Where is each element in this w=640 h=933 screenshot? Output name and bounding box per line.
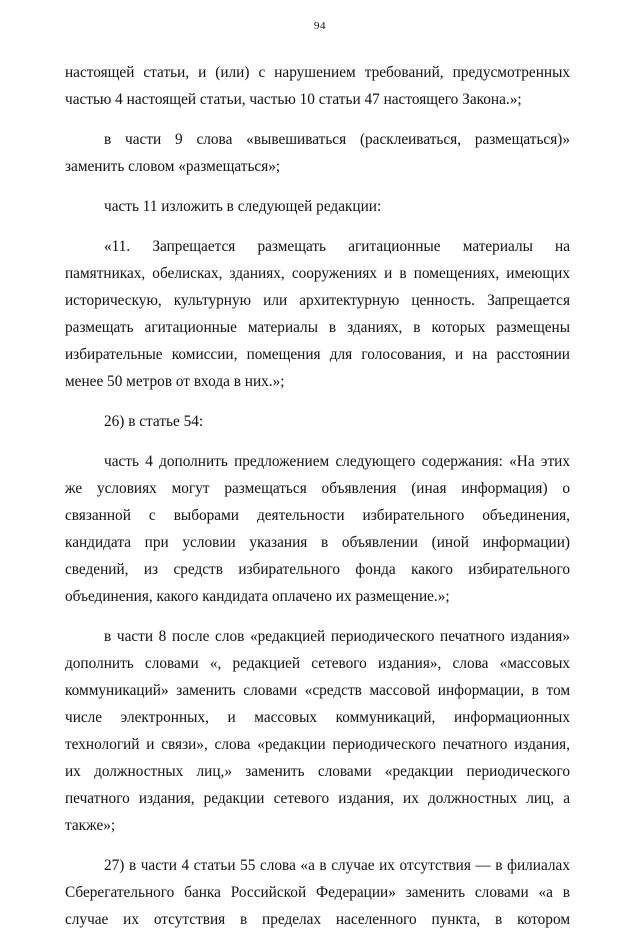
text-line: историческую, культурную или архитектурную ценность. Запрещается [65, 292, 570, 309]
text-line: настоящей статьи, и (или) с нарушением требований, предусмотренных [65, 64, 570, 81]
text-line: часть 4 дополнить предложением следующего содержания: «На этих [104, 453, 570, 470]
text-line: размещать агитационные материалы в зданиях, в которых размещены [65, 319, 570, 336]
text-line: избирательные комиссии, помещения для голосования, и на расстоянии [65, 346, 570, 363]
text-line: «11. Запрещается размещать агитационные материалы на [104, 238, 570, 255]
text-line: сведений, из средств избирательного фонда какого избирательного [65, 561, 570, 578]
text-line: в части 8 после слов «редакцией периодического печатного издания» [104, 628, 570, 645]
paragraph [65, 126, 570, 180]
text-line: кандидата при условии указания в объявлении (иной информации) [65, 534, 570, 551]
paragraph [65, 623, 570, 839]
text-line: объединения, какого кандидата оплачено их размещение.»; [65, 588, 450, 605]
text-line: памятниках, обелисках, зданиях, сооружениях и в помещениях, имеющих [65, 265, 570, 282]
paragraph [65, 852, 570, 933]
text-line: числе электронных, и массовых коммуникаций, информационных [65, 709, 570, 726]
text-line: связанной с выборами деятельности избирательного объединения, [65, 507, 570, 524]
text-line: технологий и связи», слова «редакции периодического печатного издания, [65, 736, 570, 753]
text-line: же условиях могут размещаться объявления (иная информация) о [65, 480, 570, 497]
paragraph-gap [65, 395, 570, 408]
text-line: заменить словом «размещаться»; [65, 158, 281, 175]
paragraph [65, 448, 570, 610]
paragraph [65, 59, 570, 113]
paragraph-gap [65, 610, 570, 623]
text-line: печатного издания, редакции сетевого издания, их должностных лиц, а [65, 790, 570, 807]
text-line: дополнить словами «, редакцией сетевого издания», слова «массовых [65, 655, 570, 672]
text-line: часть 11 изложить в следующей редакции: [104, 198, 382, 215]
paragraph-gap [65, 839, 570, 852]
text-line: их должностных лиц,» заменить словами «редакции периодического [65, 763, 570, 780]
text-line: Сберегательного банка Российской Федерации» заменить словами «а в [65, 884, 570, 901]
text-line: менее 50 метров от входа в них.»; [65, 373, 285, 390]
text-line: также»; [65, 817, 116, 834]
document-body [65, 59, 570, 933]
text-line: коммуникаций» заменить словами «средств массовой информации, в том [65, 682, 570, 699]
paragraph-gap [65, 180, 570, 193]
text-line: частью 4 настоящей статьи, частью 10 статьи 47 настоящего Закона.»; [65, 91, 522, 108]
paragraph [65, 193, 570, 220]
text-line: 27) в части 4 статьи 55 слова «а в случае их отсутствия — в филиалах [104, 857, 570, 874]
paragraph-gap [65, 220, 570, 233]
page-number: 94 [314, 20, 326, 32]
text-line: случае их отсутствия в пределах населенного пункта, в котором [65, 911, 570, 928]
text-line: в части 9 слова «вывешиваться (расклеиваться, размещаться)» [104, 131, 570, 148]
paragraph-gap [65, 435, 570, 448]
paragraph-gap [65, 113, 570, 126]
paragraph [65, 408, 570, 435]
text-line: 26) в статье 54: [104, 413, 204, 430]
paragraph [65, 233, 570, 395]
